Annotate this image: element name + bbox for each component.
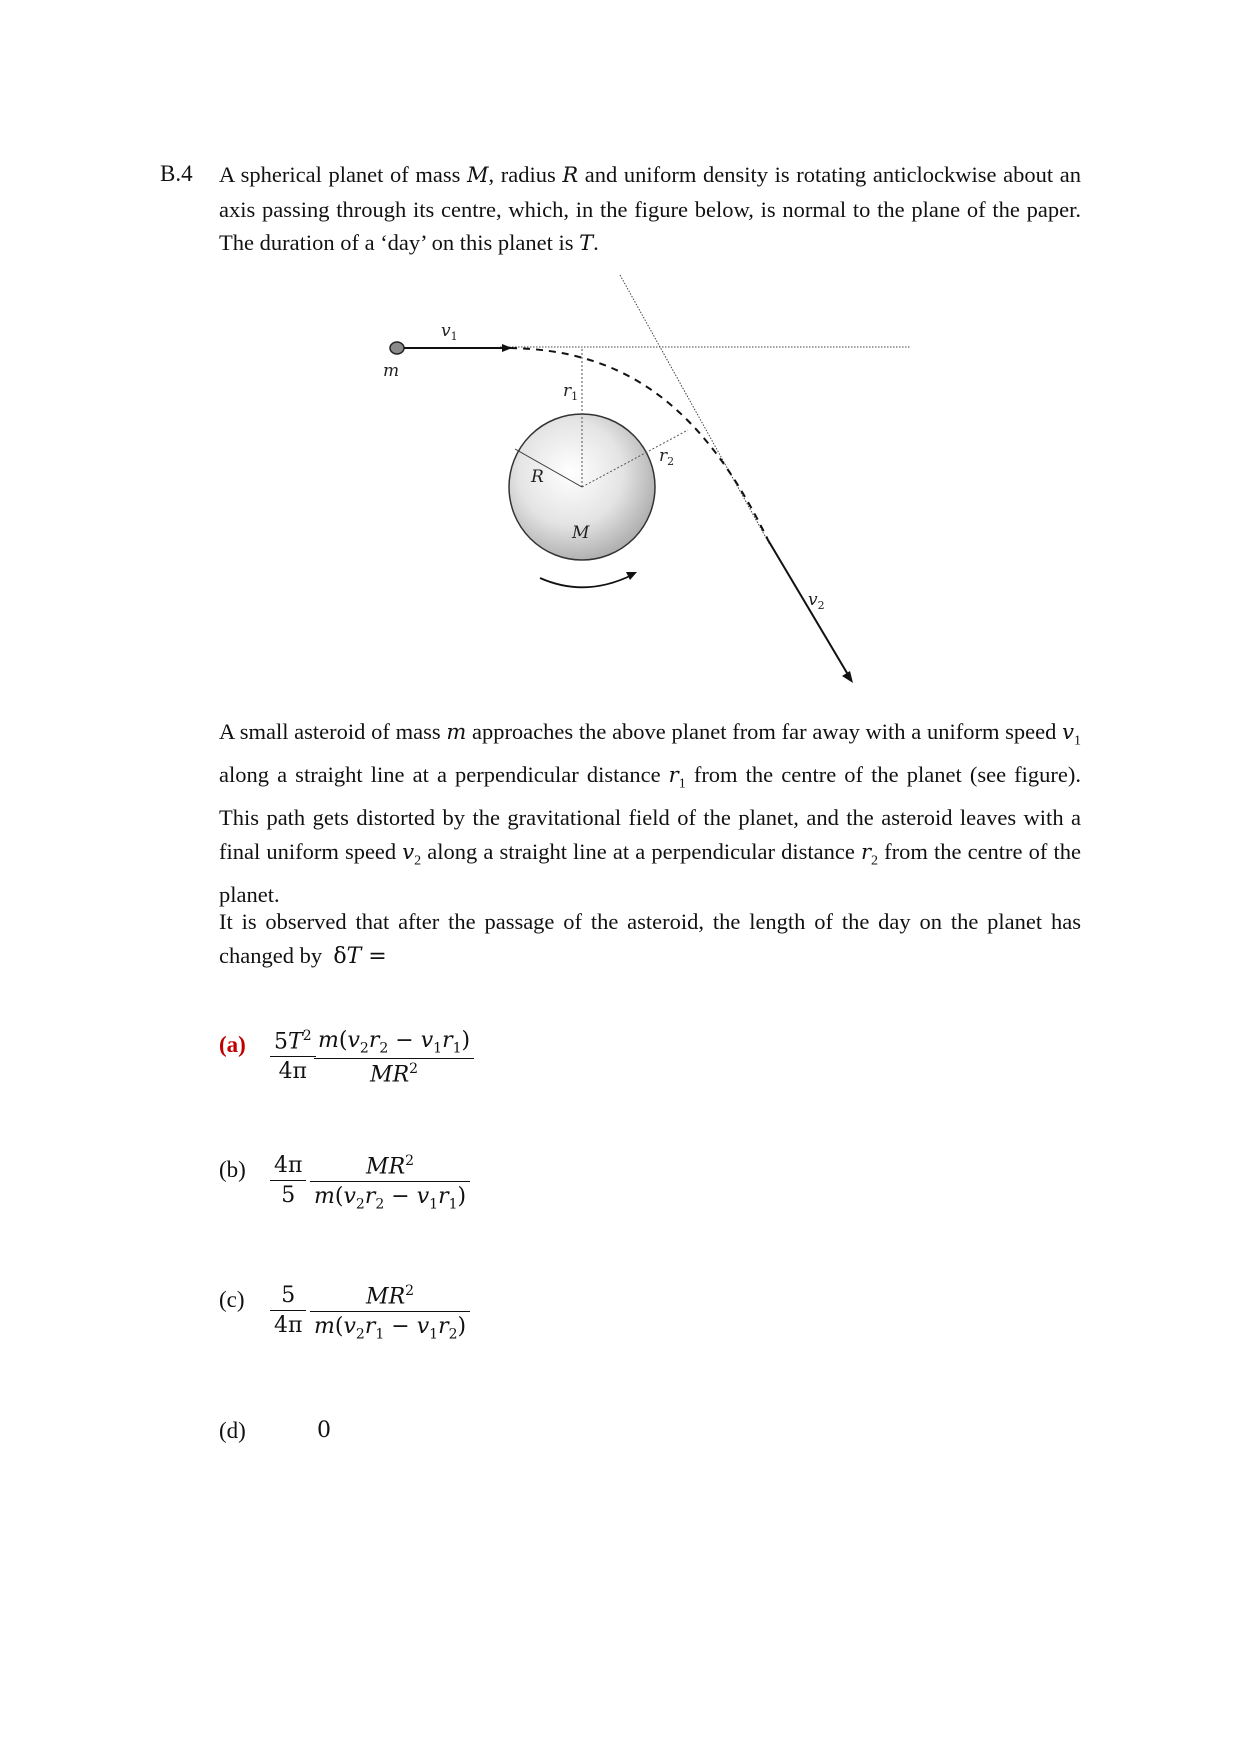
option-a-frac2: $\frac{m(v_2r_2 - v_1r_1)}{MR^2}$ [314,1028,474,1088]
question-paragraph-2: A small asteroid of mass m approaches the above planet from far away with a uniform speed $v_1$ along a straight line at a perpendicular distance $r_1$ from the centre of the planet (see figure). This path gets distorted by the gravitational field of the planet, and the asteroid leaves with a final uniform speed $v_2$ along a straight line at a perpendicular distance $r_2$ from the centre of the planet. [219,719,1081,907]
option-a-frac1: $\frac{5T^2}{4\pi}$ [270,1028,316,1084]
option-d-label[interactable]: (d) [219,1418,246,1443]
option-b-label[interactable]: (b) [219,1157,246,1182]
option-b-frac1: $\frac{4\pi}{5}$ [270,1153,306,1208]
question-stem: A spherical planet of mass M, radius R and uniform density is rotating anticlockwise about an axis passing through its centre, which, in the figure below, is normal to the plane of the paper. The duration of a ‘day’ on this planet is T. [219,162,1081,255]
option-c-frac2: $\frac{MR^2}{m(v_2r_1 - v_1r_2)}$ [310,1283,470,1343]
label-R: R [531,467,544,487]
label-v1: $v_1$ [441,321,458,343]
question-number: B.4 [160,161,193,186]
option-d-value: 0 [317,1418,331,1443]
rotation-arrowhead [626,572,637,580]
label-r1: $r_1$ [563,381,579,403]
option-c-label[interactable]: (c) [219,1287,245,1312]
option-b-frac2: $\frac{MR^2}{m(v_2r_2 - v_1r_1)}$ [310,1153,470,1213]
option-c-frac1: $\frac{5}{4\pi}$ [270,1283,306,1338]
label-M: M [572,523,590,543]
asteroid-deflection-figure [0,0,1241,720]
v2-arrowhead [842,671,853,683]
label-r2: $r_2$ [659,446,675,468]
option-a-label[interactable]: (a) [219,1032,246,1057]
label-m: m [383,361,400,381]
question-paragraph-3: It is observed that after the passage of the asteroid, the length of the day on the planet has changed by δT = [219,909,1081,969]
asteroid [390,342,404,354]
label-v2: $v_2$ [808,590,825,612]
rotation-arrow [540,575,632,587]
